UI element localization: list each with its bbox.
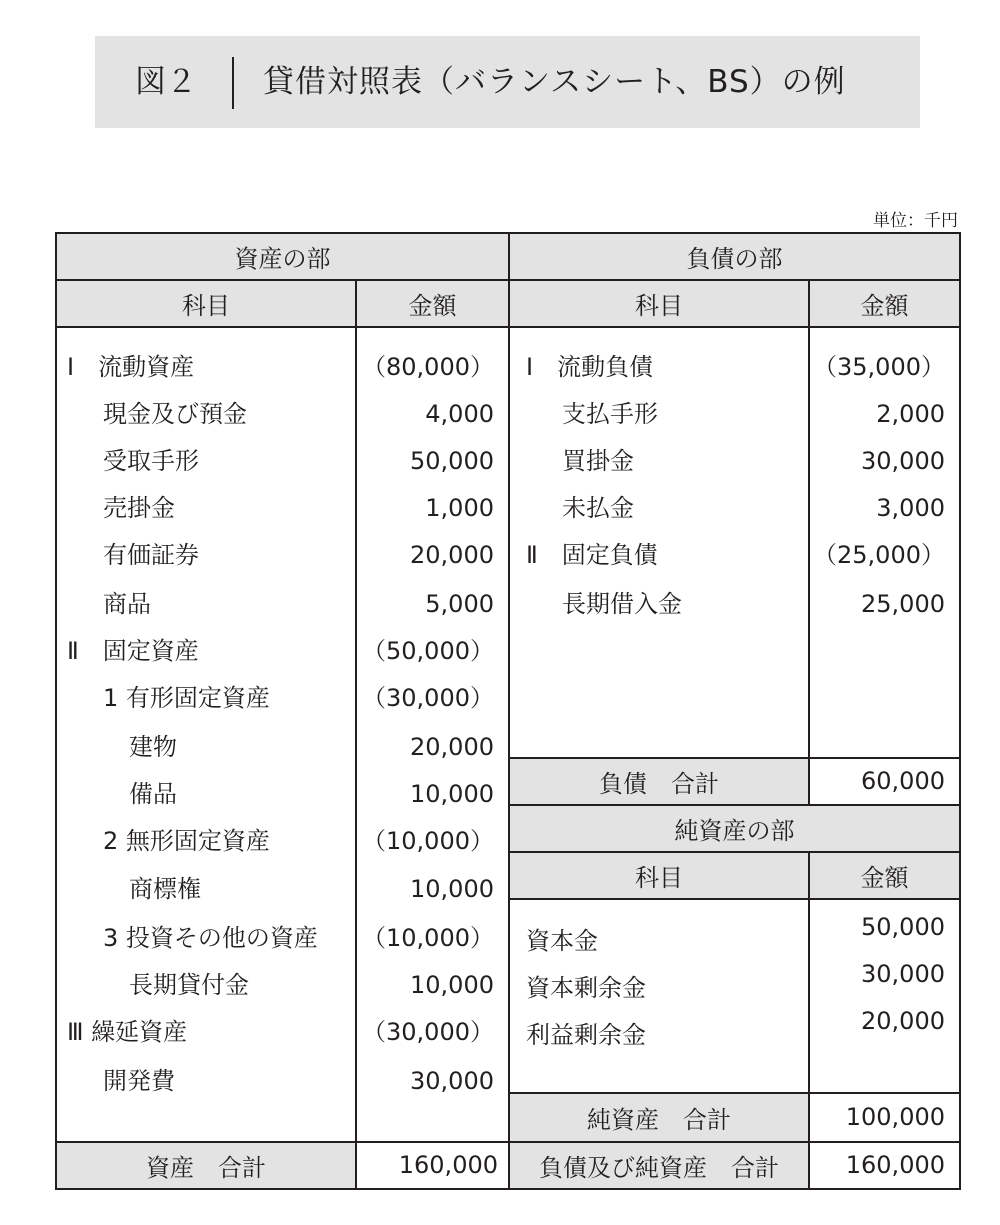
assets-total-amount-cell bbox=[355, 1141, 510, 1190]
asset-label: 受取手形 bbox=[103, 447, 199, 475]
asset-amount: 10,000 bbox=[410, 875, 494, 903]
asset-label: 商品 bbox=[103, 590, 151, 618]
assets-total-amount: 160,000 bbox=[398, 1151, 498, 1179]
asset-amount: 30,000 bbox=[410, 1067, 494, 1095]
asset-label: 1 有形固定資産 bbox=[103, 684, 270, 712]
asset-amount: 4,000 bbox=[425, 400, 494, 428]
liability-amount: （35,000） bbox=[813, 353, 945, 381]
asset-amount: 5,000 bbox=[425, 590, 494, 618]
net-assets-amount-header: 金額 bbox=[808, 851, 961, 900]
asset-amount: 50,000 bbox=[410, 447, 494, 475]
asset-label: 2 無形固定資産 bbox=[103, 827, 270, 855]
asset-label: Ⅲ 繰延資産 bbox=[67, 1018, 188, 1046]
asset-label: 現金及び預金 bbox=[103, 400, 247, 428]
liabilities-total-amount: 60,000 bbox=[861, 767, 945, 795]
asset-label: Ⅱ 固定資産 bbox=[67, 637, 199, 665]
net-assets-total-label: 純資産 合計 bbox=[508, 1092, 810, 1143]
liability-amount: 2,000 bbox=[876, 400, 945, 428]
asset-amount: 20,000 bbox=[410, 733, 494, 761]
figure-number: 図２ bbox=[135, 64, 197, 100]
asset-label: 商標権 bbox=[129, 875, 201, 903]
liabilities-total-label: 負債 合計 bbox=[508, 757, 810, 806]
net-asset-amount: 30,000 bbox=[861, 960, 945, 988]
net-asset-label: 資本剰余金 bbox=[526, 974, 646, 1002]
asset-label: 建物 bbox=[129, 733, 177, 761]
asset-amount: 1,000 bbox=[425, 494, 494, 522]
asset-amount: （80,000） bbox=[362, 353, 494, 381]
net-asset-label: 資本金 bbox=[526, 927, 598, 955]
grand-total-label: 負債及び純資産 合計 bbox=[508, 1141, 810, 1190]
liabilities-section-header: 負債の部 bbox=[508, 232, 961, 281]
liabilities-item-header: 科目 bbox=[508, 279, 810, 328]
net-assets-total-amount-cell bbox=[808, 1092, 961, 1143]
liability-label: Ⅰ 流動負債 bbox=[526, 353, 654, 381]
asset-amount: 10,000 bbox=[410, 780, 494, 808]
liability-label: 未払金 bbox=[562, 494, 634, 522]
net-asset-label: 利益剰余金 bbox=[526, 1021, 646, 1049]
figure-banner bbox=[95, 36, 920, 128]
net-asset-amount: 20,000 bbox=[861, 1007, 945, 1035]
liability-amount: （25,000） bbox=[813, 541, 945, 569]
grand-total-amount: 160,000 bbox=[845, 1151, 945, 1179]
net-asset-amount: 50,000 bbox=[861, 913, 945, 941]
assets-amount-header: 金額 bbox=[355, 279, 510, 328]
liability-label: 支払手形 bbox=[562, 400, 658, 428]
liability-label: 買掛金 bbox=[562, 447, 634, 475]
assets-section-header: 資産の部 bbox=[55, 232, 510, 281]
asset-amount: 10,000 bbox=[410, 971, 494, 999]
asset-label: 3 投資その他の資産 bbox=[103, 924, 318, 952]
assets-item-header: 科目 bbox=[55, 279, 357, 328]
asset-amount: （10,000） bbox=[362, 924, 494, 952]
asset-label: Ⅰ 流動資産 bbox=[67, 353, 195, 381]
asset-amount: （50,000） bbox=[362, 637, 494, 665]
grand-total-amount-cell bbox=[808, 1141, 961, 1190]
banner-divider bbox=[232, 57, 234, 109]
liability-label: Ⅱ 固定負債 bbox=[526, 541, 658, 569]
liability-amount: 3,000 bbox=[876, 494, 945, 522]
liabilities-amount-header: 金額 bbox=[808, 279, 961, 328]
liability-label: 長期借入金 bbox=[562, 590, 682, 618]
liabilities-total-amount-cell bbox=[808, 757, 961, 806]
asset-amount: 20,000 bbox=[410, 541, 494, 569]
asset-amount: （10,000） bbox=[362, 827, 494, 855]
balance-sheet-table bbox=[55, 232, 961, 1190]
net-assets-section-header: 純資産の部 bbox=[508, 804, 961, 853]
asset-label: 売掛金 bbox=[103, 494, 175, 522]
liability-amount: 25,000 bbox=[861, 590, 945, 618]
asset-label: 有価証券 bbox=[103, 541, 199, 569]
unit-label: 単位：千円 bbox=[873, 211, 958, 231]
asset-amount: （30,000） bbox=[362, 1018, 494, 1046]
net-assets-item-header: 科目 bbox=[508, 851, 810, 900]
net-assets-total-amount: 100,000 bbox=[845, 1103, 945, 1131]
asset-amount: （30,000） bbox=[362, 684, 494, 712]
assets-total-label: 資産 合計 bbox=[55, 1141, 357, 1190]
figure-title: 貸借対照表（バランスシート、BS）の例 bbox=[263, 64, 846, 100]
asset-label: 備品 bbox=[129, 780, 177, 808]
asset-label: 長期貸付金 bbox=[129, 971, 249, 999]
asset-label: 開発費 bbox=[103, 1067, 175, 1095]
liability-amount: 30,000 bbox=[861, 447, 945, 475]
